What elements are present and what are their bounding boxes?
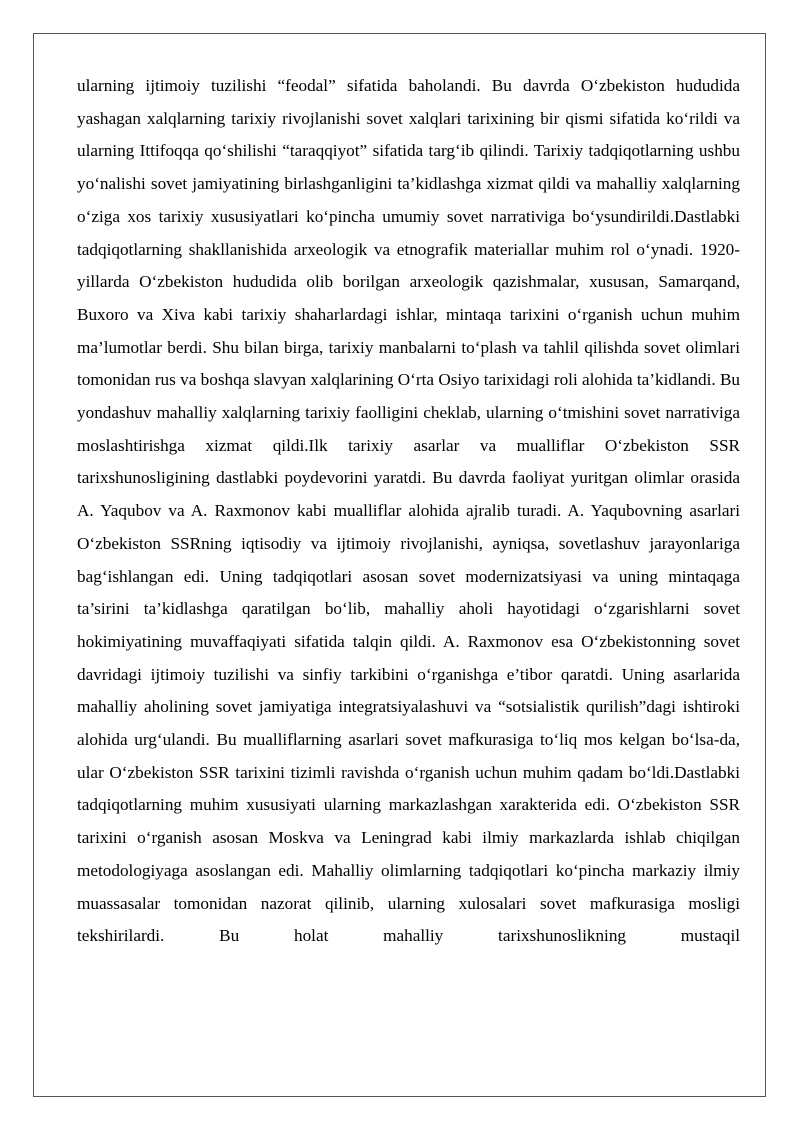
body-paragraph: ularning ijtimoiy tuzilishi “feodal” sifatida baholandi. Bu davrda O‘zbekiston hududida yashagan xalqlarning tarixiy rivojlanishi sovet xalqlari tarixining bir qismi sifatida ko‘rildi va ularning Ittifoqqa qo‘shilishi “taraqqiyot” sifatida targ‘ib qilindi. Tarixiy tadqiqotlarning ushbu yo‘nalishi sovet jamiyatining birlashganligini ta’kidlashga xizmat qildi va mahalliy xalqlarning o‘ziga xos tarixiy xususiyatlari ko‘pincha umumiy sovet narrativiga bo‘ysundirildi.Dastlabki tadqiqotlarning shakllanishida arxeologik va etnografik materiallar muhim rol o‘ynadi. 1920-yillarda O‘zbekiston hududida olib borilgan arxeologik qazishmalar, xususan, Samarqand, Buxoro va Xiva kabi tarixiy shaharlardagi ishlar, mintaqa tarixini o‘rganish uchun muhim ma’lumotlar berdi. Shu bilan birga, tarixiy manbalarni to‘plash va tahlil qilishda sovet olimlari tomonidan rus va boshqa slavyan xalqlarining O‘rta Osiyo tarixidagi roli alohida ta’kidlandi. Bu yondashuv mahalliy xalqlarning tarixiy faolligini cheklab, ularning o‘tmishini sovet narrativiga moslashtirishga xizmat qildi.Ilk tarixiy asarlar va mualliflar O‘zbekiston SSR tarixshunosligining dastlabki poydevorini yaratdi. Bu davrda faoliyat yuritgan olimlar orasida A. Yaqubov va A. Raxmonov kabi mualliflar alohida ajralib turadi. A. Yaqubovning asarlari O‘zbekiston SSRning iqtisodiy va ijtimoiy rivojlanishi, ayniqsa, sovetlashuv jarayonlariga bag‘ishlangan edi. Uning tadqiqotlari asosan sovet modernizatsiyasi va uning mintaqaga ta’sirini ta’kidlashga qaratilgan bo‘lib, mahalliy aholi hayotidagi o‘zgarishlarni sovet hokimiyatining muvaffaqiyati sifatida talqin qildi. A. Raxmonov esa O‘zbekistonning sovet davridagi ijtimoiy tuzilishi va sinfiy tarkibini o‘rganishga e’tibor qaratdi. Uning asarlarida mahalliy aholining sovet jamiyatiga integratsiyalashuvi va “sotsialistik qurilish”dagi ishtiroki alohida urg‘ulandi. Bu mualliflarning asarlari sovet mafkurasiga to‘liq mos kelgan bo‘lsa-da, ular O‘zbekiston SSR tarixini tizimli ravishda o‘rganish uchun muhim qadam bo‘ldi.Dastlabki tadqiqotlarning muhim xususiyati ularning markazlashgan xarakterida edi. O‘zbekiston SSR tarixini o‘rganish asosan Moskva va Leningrad kabi ilmiy markazlarda ishlab chiqilgan metodologiyaga asoslangan edi. Mahalliy olimlarning tadqiqotlari ko‘pincha markaziy ilmiy muassasalar tomonidan nazorat qilinib, ularning xulosalari sovet mafkurasiga mosligi tekshirilardi. Bu holat mahalliy tarixshunoslikning mustaqil xyxy=(77,76,741,946)
